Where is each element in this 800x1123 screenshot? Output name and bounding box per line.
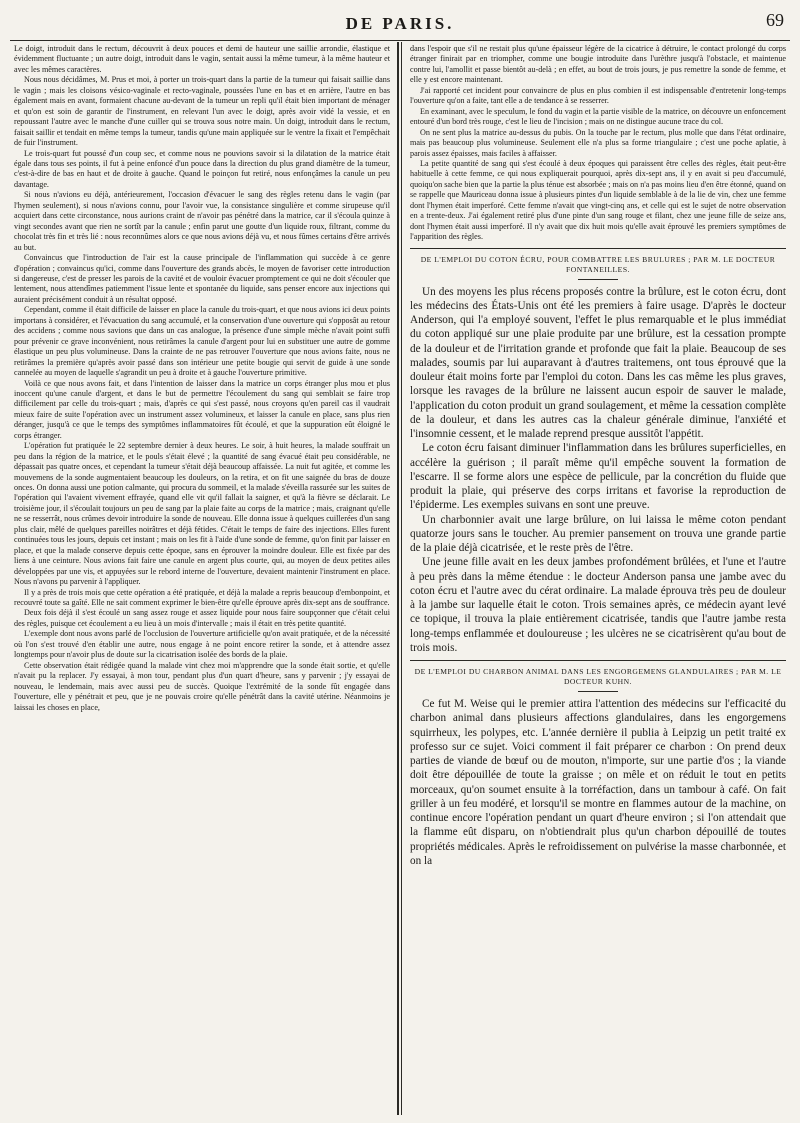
paragraph: L'exemple dont nous avons parlé de l'occlusion de l'ouverture artificielle qu'on avait pratiquée, et de la nécessité où l'on s'est trouvé d'en établir une autre, nous engage à ne point encore retirer la sonde, et à attendre assez longtemps pour n'avoir plus de doute sur la cicatrisation isolée des bords de la plaie. xyxy=(14,629,390,660)
paragraph: Convaincus que l'introduction de l'air est la cause principale de l'inflammation qui succède à ce genre d'opération ; convaincus qu'ici, comme dans l'ouverture des grands abcès, le moyen de favoriser cette introduction si dangereuse, c'est de presser les parois de la cavité et de vouloir évacuer promptement ce qui ne doit s'écouler que lentement, nous attendîmes patiemment l'issue lente et spontanée du liquide, sans penser encore aux injections qui auraient précisément conduit à un résultat opposé. xyxy=(14,253,390,304)
paragraph: On ne sent plus la matrice au-dessus du pubis. On la touche par le rectum, plus molle que dans l'état ordinaire, mais pas beaucoup plus volumineuse. Seulement elle n'a plus sa forme triangulaire ; c'est une poche aplatie, à parois assez épaisses, mais faciles à affaisser. xyxy=(410,127,786,158)
observation-continuation xyxy=(410,44,786,243)
paragraph: Ce fut M. Weise qui le premier attira l'attention des médecins sur l'efficacité du charbon animal dans plusieurs affections glandulaires, dans les engorgemens squirrheux, les polypes, etc. L'année dernière il publia à Leipzig un petit traité ex professo sur ce sujet. Voici comment il fait préparer ce charbon : On prend deux parties de viande de bœuf ou de mouton, n'importe, sur une partie d'os ; la viande doit être dépouillée de toute la graisse ; on mêle et on réduit le tout en petits morceaux, qu'on soumet ensuite à la torréfaction, dans un tambour à café. On fait griller à un feu modéré, et lorsqu'il se montre en flammes autour de la machine, on continue encore l'opération pendant un quart d'heure environ ; si l'on attendait que la flamme eût disparu, on n'obtiendrait plus qu'un charbon dépouillé de toutes propriétés médicales. Après le refroidissement on pulvérise la masse charbonnée, et on la xyxy=(410,698,786,867)
paragraph: L'opération fut pratiquée le 22 septembre dernier à deux heures. Le soir, à huit heures, la malade souffrait un peu dans la région de la matrice, et le pouls s'était élevé ; la quantité de sang évacué était peu considérable, ne dépassait pas quatre onces, et cependant la tumeur s'était déjà beaucoup affaissée. La nuit fut agitée, et comme les mouvemens de la sonde augmentaient beaucoup les douleurs, on la retira, et on fit une saignée du bras de douze onces. On donna aussi une potion calmante, qui procura du sommeil, et la malade s'éveilla rassurée sur les suites de l'opération qui l'avaient vivement effrayée, quand elle vit qu'il fallait la saigner, et qu'à la fièvre se déclarait. Le troisième jour, il s'écoulait toujours un peu de sang par la plaie faite au corps de la matrice ; mais, craignant qu'elle ne se resserrât, nous crûmes devoir introduire la sonde de nouveau. Elle donna issue à quelques cuillerées d'un sang plus clair, mêlé de quelques pareilles noirâtres et déjà fétides. C'était le temps de faire des injections. Elles furent continuées tous les jours, depuis cet instant ; mais on les fit à l'aide d'une sonde de femme, qu'on finit par laisser en place, et que la malade conserve depuis cette époque, sans en éprouver la moindre douleur. Elle est fixée par des liens à une ceinture. Nous avions fait faire une canule en argent plus courte, qui, au moyen de deux petites ailes développées par une vis, et appuyées sur le rebord interne de l'ouverture, devaient maintenir l'instrument en place. Nous n'avons pu parvenir à l'appliquer. xyxy=(14,441,390,587)
section-heading-coton: DE L'EMPLOI DU COTON ÉCRU, POUR COMBATTRE LES BRULURES ; PAR M. LE DOCTEUR FONTANEILLES. xyxy=(420,254,776,274)
paragraph: Un charbonnier avait une large brûlure, on lui laissa le même coton pendant quatorze jours sans le toucher. Au premier pansement on trouva une grande partie de la plaie déjà cicatrisée, et le reste près de l'être. xyxy=(410,513,786,555)
heading-rule xyxy=(578,691,618,692)
article-charbon xyxy=(410,697,786,868)
page-number: 69 xyxy=(766,10,784,30)
paragraph: Il y a près de trois mois que cette opération a été pratiquée, et déjà la malade a repris beaucoup d'embonpoint, et recouvré toute sa gaîté. Elle ne sait comment exprimer le bien-être qu'elle éprouve après dix-sept ans de souffrance. xyxy=(14,587,390,608)
paragraph: Un des moyens les plus récens proposés contre la brûlure, est le coton écru, dont les médecins des États-Unis ont été les premiers à faire usage. D'après le docteur Anderson, qui l'a employé souvent, l'effet le plus remarquable et le plus immédiat du coton appliqué sur une plaie produite par une brûlure, est la cessation prompte de la douleur et de l'irritation grande et profonde que fait la plaie. Beaucoup de ses malades, soumis par lui auparavant à d'autres traitemens, ont tous éprouvé que la douleur était moins forte par l'emploi du coton. Dans les cas même les plus graves, lorsque les ravages de la brûlure ne laissent aucun espoir de sauver le malade, l'application du coton produit un grand soulagement, et même la cessation complète de la douleur, et dans les autres cas la chaleur générale diminue, l'anxiété et l'insomnie cessent, et le malade reprend presque aussitôt l'appétit. xyxy=(410,285,786,441)
running-title: DE PARIS. xyxy=(345,14,455,33)
paragraph: En examinant, avec le speculum, le fond du vagin et la partie visible de la matrice, on découvre un enfoncement entouré d'un bord très rouge, c'est le lieu de l'incision ; mais on ne distingue aucune trace du col. xyxy=(410,106,786,127)
right-column xyxy=(410,44,786,1117)
running-header xyxy=(0,8,800,42)
paragraph: Cependant, comme il était difficile de laisser en place la canule du trois-quart, et que nous avions ici deux points importans à considérer, et l'évacuation du sang accumulé, et la conservation d'une ouverture qui s'opposât au retour des accidens ; comme nous savions que dans un cas analogue, la présence d'une simple mèche n'avait point suffi pour prévenir ce grave inconvénient, nous retirâmes la canule d'argent pour lui en substituer une autre de gomme élastique un peu plus volumineuse. Dans la crainte de ne pas retrouver l'ouverture que nous avions faite, nous ne retirâmes la première qu'après avoir passé dans son intérieur une petite bougie qui servit de guide à une sonde cannelée au moyen de laquelle s'agrandit un peu à droite et à gauche l'ouverture primitive. xyxy=(14,305,390,378)
paragraph: Le doigt, introduit dans le rectum, découvrit à deux pouces et demi de hauteur une saillie arrondie, élastique et évidemment fluctuante ; un autre doigt, introduit dans le vagin, sentait aussi la même tumeur, à la même hauteur et avec les mêmes caractères. xyxy=(14,44,390,74)
paragraph: Si nous n'avions eu déjà, antérieurement, l'occasion d'évacuer le sang des règles retenu dans le vagin (par l'hymen seulement), si nous n'avions connu, pour l'avoir vue, la consistance singulière et comme sirupeuse qu'il acquiert dans cette circonstance, nous aurions craint de n'avoir pas pénétré dans la matrice, car il s'écoula quinze à vingt secondes avant que rien ne sortît par la canule ; enfin parut une goutte d'un liquide roux, filtrant, comme du chocolat très fin et très lié : nous reconnûmes alors ce que nous avions déjà vu, et nous fûmes certains d'être arrivés au but. xyxy=(14,190,390,252)
heading-rule xyxy=(578,279,618,280)
paragraph: Une jeune fille avait en les deux jambes profondément brûlées, et l'une et l'autre à peu près dans la même étendue : le docteur Anderson pansa une jambe avec du coton écru et l'autre avec du cérat ordinaire. La malade éprouva très peu de douleur à la jambe sur laquelle était le coton. Trois semaines après, ce médecin ayant levé ce topique, il trouva la plaie entièrement cicatrisée, tandis que l'autre jambe resta long-temps enflammée et douloureuse ; les ulcères ne se cicatrisèrent qu'au bout de trois mois. xyxy=(410,556,786,654)
paragraph: Le trois-quart fut poussé d'un coup sec, et comme nous ne pouvions savoir si la dilatation de la matrice était égale dans tous ses points, il fut à peine enfoncé d'un pouce dans la direction du plus grand diamètre de la tumeur, c'est-à-dire de bas en haut et de droite à gauche. Quand le poinçon fut retiré, nous enfonçâmes la canule un peu davantage. xyxy=(14,148,390,189)
paragraph: dans l'espoir que s'il ne restait plus qu'une épaisseur légère de la cicatrice à détruire, le contact prolongé du corps étranger finirait par en triompher, comme une bougie introduite dans l'urèthre jusqu'à l'obstacle, et maintenue contre lui, l'amollit et passe bientôt au-delà ; en effet, au bout de trois jours, je pus remettre la sonde de femme, et elle y est encore maintenant. xyxy=(410,44,786,85)
article-coton xyxy=(410,285,786,656)
header-rule xyxy=(10,40,790,41)
paragraph: Cette observation était rédigée quand la malade vint chez moi m'apprendre que la sonde était sortie, et qu'elle n'avait pu la replacer. J'y essayai, à mon tour, pendant plus d'un quart d'heure, sans y parvenir ; j'y essayai de nouveau, le lendemain, mais avec aussi peu de succès. Quoique l'extrémité de la sonde fût engagée dans l'ouverture, elle y pénétrait et peu, que je ne pouvais croire qu'elle pénétrât dans la cavité utérine. Néanmoins je laissai les choses en place, xyxy=(14,660,390,712)
paragraph: Nous nous décidâmes, M. Prus et moi, à porter un trois-quart dans la partie de la tumeur qui faisait saillie dans le vagin ; mais les cloisons vésico-vaginale et recto-vaginale, poussées l'une en bas et en arrière, l'autre en bas également mais en avant, formaient chacune au-devant de la tumeur un repli qu'il était bien important de ménager et qu'on est soin de garantir de l'instrument, en relevant l'un avec le doigt, après avoir vidé la vessie, et en repoussant l'autre avec le manche d'une cuiller qui se trouva sous notre main. Un doigt, introduit dans le rectum, faisait saillir et tendait en même temps la tumeur, tandis qu'une main appliquée sur le ventre la fixait et l'empêchait de fuir l'instrument. xyxy=(14,75,390,148)
section-rule xyxy=(410,248,786,249)
left-column xyxy=(14,44,390,1117)
paragraph: La petite quantité de sang qui s'est écoulé à deux époques qui paraissent être celles des règles, était peut-être habituelle à cette femme, ce qui nous expliquerait pourquoi, après dix-sept ans, il y en avait si peu d'accumulé, quoiqu'on sache bien que la partie la plus ténue est absorbée ; mais on n'a pas moins lieu d'en être étonné, quand on se rappelle que Mauriceau donna issue à plusieurs pintes d'un liquide semblable à de la lie de vin, chez une femme dont l'hymen était imperforé. Cette femme n'avait que vingt-cinq ans, et celle qui est le sujet de notre observation en a trente-deux. J'ai également retiré plus d'une pinte d'un sang rouge et filant, chez une jeune fille de seize ans, dont l'hymen était aussi imperforé. Il n'y avait que dix huit mois qu'elle avait éprouvé les premiers symptômes de l'apparition des règles. xyxy=(410,158,786,242)
section-heading-charbon: DE L'EMPLOI DU CHARBON ANIMAL DANS LES ENGORGEMENS GLANDULAIRES ; PAR M. LE DOCTEUR KUHN. xyxy=(414,667,782,687)
paragraph: Voilà ce que nous avons fait, et dans l'intention de laisser dans la matrice un corps étranger plus mou et plus inoccent qu'une canule d'argent, et dans le but de permettre l'écoulement du sang qui semblait se faire trop difficilement par celle du trois-quart ; mais, d'après ce qui s'est passé, nous croyons qu'en pareil cas il vaudrait mieux faire de suite l'opération avec un instrument assez volumineux, et laisser la canule en place, sans plus rien déranger, jusqu'à ce que le temps des symptômes inflammatoires fût écoulé, et que la suppuration eût éloigné le corps étranger. xyxy=(14,378,390,440)
paragraph: Le coton écru faisant diminuer l'inflammation dans les brûlures superficielles, en accélère la guérison ; il paraît même qu'il empêche souvent la formation de l'escarre. Il se forme alors une espèce de pellicule, par la concrétion du fluide que produit la plaie, qui préserve des corps irritans et favorise la reproduction de l'épiderme. Les exemples suivans en sont une preuve. xyxy=(410,442,786,512)
column-divider xyxy=(397,42,399,1115)
section-rule xyxy=(410,660,786,661)
paragraph: Deux fois déjà il s'est écoulé un sang assez rouge et assez liquide pour nous faire soupçonner que c'était celui des règles, puisque cet écoulement a eu lieu à un mois d'intervalle ; mais il était en très petite quantité. xyxy=(14,608,390,628)
column-divider-thin xyxy=(401,42,402,1115)
paragraph: J'ai rapporté cet incident pour convaincre de plus en plus combien il est indispensable d'entretenir long-temps l'ouverture qu'on a faite, tant elle a de tendance à se resserrer. xyxy=(410,85,786,106)
